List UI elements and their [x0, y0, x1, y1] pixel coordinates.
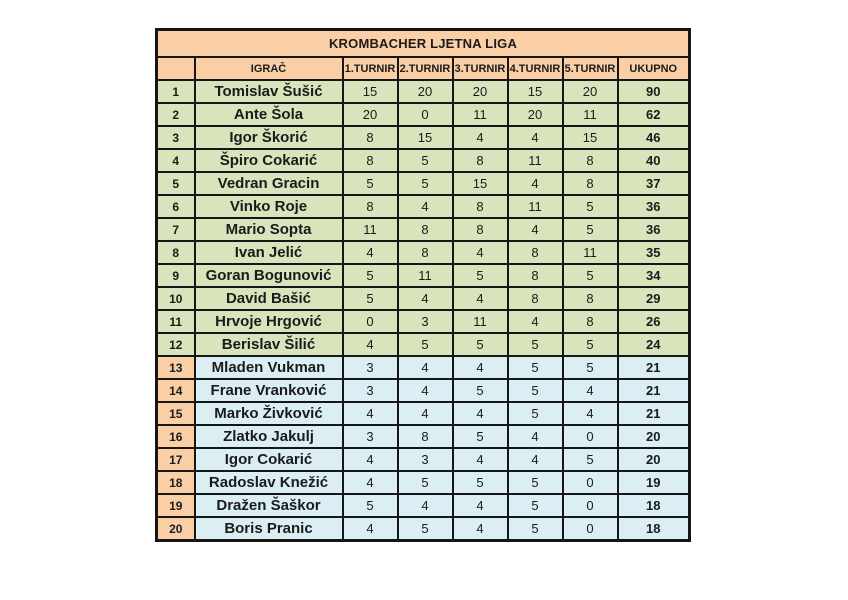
- score-cell: 3: [398, 448, 453, 471]
- rank-cell: 9: [157, 264, 195, 287]
- score-cell: 4: [453, 448, 508, 471]
- table-row: [157, 517, 690, 541]
- score-cell: 4: [343, 333, 398, 356]
- score-cell: 4: [398, 356, 453, 379]
- table-row: [157, 126, 690, 149]
- player-cell: Vedran Gracin: [195, 172, 343, 195]
- score-cell: 5: [398, 149, 453, 172]
- score-cell: 8: [563, 310, 618, 333]
- rank-cell: 4: [157, 149, 195, 172]
- score-cell: 4: [508, 126, 563, 149]
- score-cell: 5: [343, 494, 398, 517]
- table-row: [157, 287, 690, 310]
- score-cell: 4: [343, 241, 398, 264]
- player-cell: Marko Živković: [195, 402, 343, 425]
- table-row: [157, 264, 690, 287]
- score-cell: 11: [508, 195, 563, 218]
- player-cell: Mladen Vukman: [195, 356, 343, 379]
- score-cell: 5: [453, 425, 508, 448]
- rank-cell: 14: [157, 379, 195, 402]
- table-row: [157, 241, 690, 264]
- score-cell: 4: [343, 517, 398, 541]
- score-cell: 5: [398, 172, 453, 195]
- table-row: [157, 494, 690, 517]
- score-cell: 4: [508, 425, 563, 448]
- score-cell: 5: [508, 356, 563, 379]
- score-cell: 8: [343, 195, 398, 218]
- rank-cell: 13: [157, 356, 195, 379]
- table-title: KROMBACHER LJETNA LIGA: [157, 30, 690, 58]
- score-cell: 5: [398, 517, 453, 541]
- score-cell: 4: [508, 218, 563, 241]
- total-cell: 21: [618, 379, 690, 402]
- total-cell: 36: [618, 218, 690, 241]
- table-row: [157, 218, 690, 241]
- rank-cell: 8: [157, 241, 195, 264]
- col-header-turnir-1: 1.TURNIR: [343, 57, 398, 80]
- score-cell: 11: [563, 103, 618, 126]
- total-cell: 29: [618, 287, 690, 310]
- score-cell: 20: [563, 80, 618, 103]
- table-row: [157, 149, 690, 172]
- score-cell: 4: [453, 126, 508, 149]
- col-header-total: UKUPNO: [618, 57, 690, 80]
- score-cell: 5: [508, 402, 563, 425]
- col-header-rank: [157, 57, 195, 80]
- score-cell: 5: [343, 287, 398, 310]
- table-row: [157, 425, 690, 448]
- total-cell: 26: [618, 310, 690, 333]
- total-cell: 20: [618, 425, 690, 448]
- score-cell: 4: [563, 379, 618, 402]
- score-cell: 8: [563, 172, 618, 195]
- score-cell: 20: [453, 80, 508, 103]
- score-cell: 4: [508, 172, 563, 195]
- score-cell: 8: [453, 195, 508, 218]
- score-cell: 5: [508, 494, 563, 517]
- score-cell: 4: [508, 310, 563, 333]
- score-cell: 5: [563, 218, 618, 241]
- score-cell: 4: [343, 448, 398, 471]
- player-cell: Zlatko Jakulj: [195, 425, 343, 448]
- score-cell: 20: [398, 80, 453, 103]
- score-cell: 5: [453, 471, 508, 494]
- score-cell: 11: [453, 103, 508, 126]
- rank-cell: 2: [157, 103, 195, 126]
- total-cell: 19: [618, 471, 690, 494]
- col-header-turnir-5: 5.TURNIR: [563, 57, 618, 80]
- score-cell: 3: [343, 379, 398, 402]
- score-cell: 8: [453, 149, 508, 172]
- rank-cell: 5: [157, 172, 195, 195]
- score-cell: 4: [453, 241, 508, 264]
- table-row: [157, 310, 690, 333]
- total-cell: 21: [618, 402, 690, 425]
- player-cell: David Bašić: [195, 287, 343, 310]
- rank-cell: 15: [157, 402, 195, 425]
- score-cell: 5: [453, 379, 508, 402]
- score-cell: 8: [453, 218, 508, 241]
- score-cell: 0: [343, 310, 398, 333]
- score-cell: 20: [508, 103, 563, 126]
- score-cell: 4: [563, 402, 618, 425]
- player-cell: Špiro Cokarić: [195, 149, 343, 172]
- rank-cell: 7: [157, 218, 195, 241]
- score-cell: 5: [563, 333, 618, 356]
- total-cell: 35: [618, 241, 690, 264]
- rank-cell: 1: [157, 80, 195, 103]
- col-header-turnir-2: 2.TURNIR: [398, 57, 453, 80]
- score-cell: 5: [563, 195, 618, 218]
- score-cell: 4: [453, 517, 508, 541]
- total-cell: 18: [618, 517, 690, 541]
- score-cell: 4: [398, 379, 453, 402]
- score-cell: 8: [563, 287, 618, 310]
- score-cell: 5: [563, 356, 618, 379]
- player-cell: Igor Cokarić: [195, 448, 343, 471]
- score-cell: 11: [453, 310, 508, 333]
- col-header-player: IGRAČ: [195, 57, 343, 80]
- column-header-row: [157, 57, 690, 80]
- score-cell: 15: [343, 80, 398, 103]
- total-cell: 37: [618, 172, 690, 195]
- rank-cell: 10: [157, 287, 195, 310]
- score-cell: 8: [398, 218, 453, 241]
- score-cell: 3: [343, 425, 398, 448]
- score-cell: 20: [343, 103, 398, 126]
- score-cell: 0: [563, 494, 618, 517]
- score-cell: 5: [508, 517, 563, 541]
- player-cell: Ante Šola: [195, 103, 343, 126]
- score-cell: 4: [398, 494, 453, 517]
- score-cell: 5: [508, 471, 563, 494]
- score-cell: 8: [508, 241, 563, 264]
- score-cell: 4: [453, 402, 508, 425]
- score-cell: 8: [343, 149, 398, 172]
- score-cell: 15: [453, 172, 508, 195]
- score-cell: 5: [563, 264, 618, 287]
- score-cell: 5: [398, 333, 453, 356]
- player-cell: Radoslav Knežić: [195, 471, 343, 494]
- league-table: [155, 28, 691, 542]
- score-cell: 8: [398, 241, 453, 264]
- total-cell: 62: [618, 103, 690, 126]
- rank-cell: 3: [157, 126, 195, 149]
- total-cell: 36: [618, 195, 690, 218]
- total-cell: 46: [618, 126, 690, 149]
- score-cell: 4: [398, 287, 453, 310]
- player-cell: Tomislav Šušić: [195, 80, 343, 103]
- rank-cell: 20: [157, 517, 195, 541]
- player-cell: Igor Škorić: [195, 126, 343, 149]
- score-cell: 8: [563, 149, 618, 172]
- score-cell: 8: [398, 425, 453, 448]
- player-cell: Goran Bogunović: [195, 264, 343, 287]
- score-cell: 4: [343, 402, 398, 425]
- score-cell: 4: [398, 402, 453, 425]
- score-cell: 8: [508, 264, 563, 287]
- score-cell: 5: [508, 333, 563, 356]
- player-cell: Hrvoje Hrgović: [195, 310, 343, 333]
- score-cell: 5: [343, 264, 398, 287]
- total-cell: 24: [618, 333, 690, 356]
- score-cell: 3: [343, 356, 398, 379]
- col-header-turnir-4: 4.TURNIR: [508, 57, 563, 80]
- rank-cell: 6: [157, 195, 195, 218]
- table-row: [157, 172, 690, 195]
- score-cell: 4: [453, 494, 508, 517]
- total-cell: 20: [618, 448, 690, 471]
- score-cell: 15: [563, 126, 618, 149]
- player-cell: Dražen Šaškor: [195, 494, 343, 517]
- table-row: [157, 356, 690, 379]
- score-cell: 5: [453, 333, 508, 356]
- score-cell: 4: [453, 287, 508, 310]
- score-cell: 0: [398, 103, 453, 126]
- score-cell: 11: [343, 218, 398, 241]
- score-cell: 5: [563, 448, 618, 471]
- table-row: [157, 103, 690, 126]
- score-cell: 8: [343, 126, 398, 149]
- rank-cell: 16: [157, 425, 195, 448]
- total-cell: 34: [618, 264, 690, 287]
- total-cell: 18: [618, 494, 690, 517]
- score-cell: 0: [563, 471, 618, 494]
- table-row: [157, 379, 690, 402]
- score-cell: 5: [343, 172, 398, 195]
- score-cell: 0: [563, 517, 618, 541]
- total-cell: 90: [618, 80, 690, 103]
- score-cell: 8: [508, 287, 563, 310]
- player-cell: Boris Pranic: [195, 517, 343, 541]
- rank-cell: 19: [157, 494, 195, 517]
- total-cell: 21: [618, 356, 690, 379]
- table-row: [157, 333, 690, 356]
- player-cell: Ivan Jelić: [195, 241, 343, 264]
- score-cell: 5: [453, 264, 508, 287]
- score-cell: 11: [508, 149, 563, 172]
- col-header-turnir-3: 3.TURNIR: [453, 57, 508, 80]
- score-cell: 4: [453, 356, 508, 379]
- score-cell: 4: [343, 471, 398, 494]
- player-cell: Frane Vranković: [195, 379, 343, 402]
- score-cell: 5: [398, 471, 453, 494]
- score-cell: 4: [398, 195, 453, 218]
- score-cell: 5: [508, 379, 563, 402]
- score-cell: 4: [508, 448, 563, 471]
- player-cell: Mario Sopta: [195, 218, 343, 241]
- total-cell: 40: [618, 149, 690, 172]
- score-cell: 3: [398, 310, 453, 333]
- table-row: [157, 471, 690, 494]
- title-row: [157, 30, 690, 58]
- score-cell: 0: [563, 425, 618, 448]
- table-row: [157, 195, 690, 218]
- score-cell: 11: [563, 241, 618, 264]
- table-row: [157, 448, 690, 471]
- rank-cell: 17: [157, 448, 195, 471]
- score-cell: 15: [398, 126, 453, 149]
- table-row: [157, 80, 690, 103]
- player-cell: Vinko Roje: [195, 195, 343, 218]
- player-cell: Berislav Šilić: [195, 333, 343, 356]
- rank-cell: 12: [157, 333, 195, 356]
- score-cell: 15: [508, 80, 563, 103]
- score-cell: 11: [398, 264, 453, 287]
- table-row: [157, 402, 690, 425]
- table-body: [157, 80, 690, 541]
- rank-cell: 11: [157, 310, 195, 333]
- rank-cell: 18: [157, 471, 195, 494]
